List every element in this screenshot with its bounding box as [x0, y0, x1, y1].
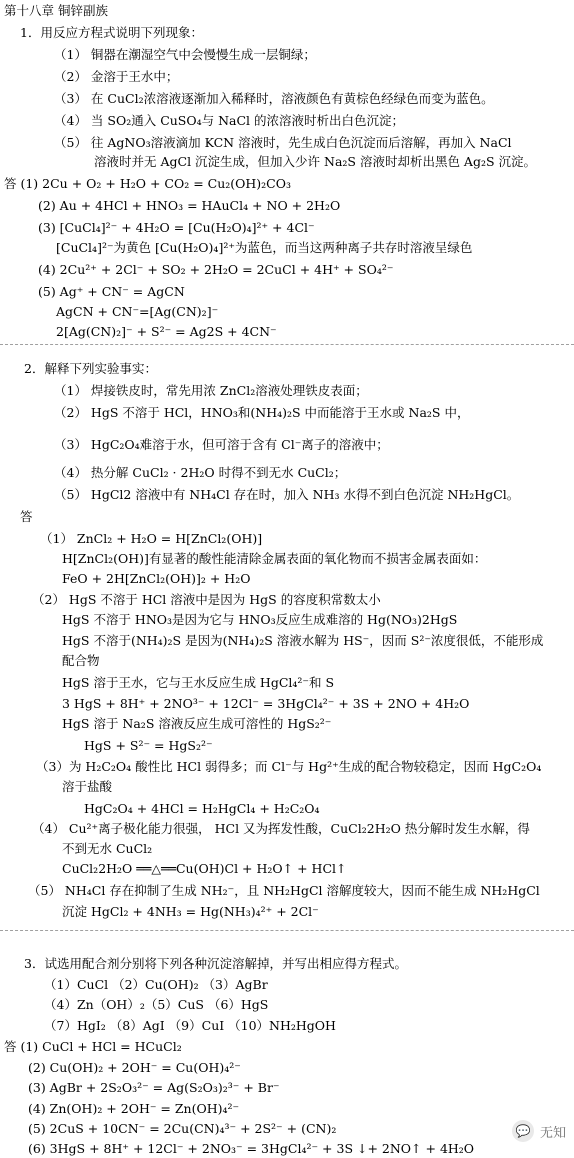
- q2-item-1: （1） 焊接铁皮时，常先用浓 ZnCl₂溶液处理铁皮表面；: [54, 383, 368, 398]
- q3-row-1: （1）CuCl （2）Cu(OH)₂ （3）AgBr: [44, 977, 268, 992]
- q2-answer-5-b: 沉淀 HgCl₂ + 4NH₃ = Hg(NH₃)₄²⁺ + 2Cl⁻: [62, 904, 319, 919]
- chapter-title: 第十八章 铜锌副族: [4, 3, 108, 18]
- q3-answer-2: (2) Cu(OH)₂ + 2OH⁻ = Cu(OH)₄²⁻: [28, 1060, 241, 1075]
- q2-item-3: （3） HgC₂O₄难溶于水，但可溶于含有 Cl⁻离子的溶液中；: [54, 437, 389, 452]
- watermark-text: 无知: [539, 1125, 566, 1141]
- q2-answer-2-f: 3 HgS + 8H⁺ + 2NO³⁻ + 12Cl⁻ = 3HgCl₄²⁻ + 3S + 2NO + 4H₂O: [62, 696, 470, 711]
- q2-answer-5: （5） NH₄Cl 存在抑制了生成 NH₂⁻，且 NH₂HgCl 溶解度较大，因而不能生成 NH₂HgCl: [28, 883, 540, 898]
- q1-answer-5-b: AgCN + CN⁻=[Ag(CN)₂]⁻: [56, 304, 219, 319]
- q1-answer-1: 答 (1) 2Cu + O₂ + H₂O + CO₂ = Cu₂(OH)₂CO₃: [4, 176, 292, 191]
- q3-row-2: （4）Zn（OH）₂（5）CuS （6）HgS: [44, 997, 269, 1012]
- q2-answer-1-c: FeO + 2H[ZnCl₂(OH)]₂ + H₂O: [62, 571, 251, 586]
- question-3: 3．试选用配合剂分别将下列各种沉淀溶解掉，并写出相应得方程式。: [24, 956, 407, 971]
- q2-answer-2-c: HgS 不溶于(NH₄)₂S 是因为(NH₄)₂S 溶液水解为 HS⁻，因而 S²⁻浓度很低，不能形成: [62, 633, 544, 648]
- q1-answer-5: (5) Ag⁺ + CN⁻ = AgCN: [38, 284, 185, 299]
- question-2: 2．解释下列实验事实：: [24, 361, 157, 376]
- q1-item-5: （5） 往 AgNO₃溶液滴加 KCN 溶液时，先生成白色沉淀而后溶解，再加入 NaCl: [54, 135, 512, 150]
- q1-answer-4: (4) 2Cu²⁺ + 2Cl⁻ + SO₂ + 2H₂O = 2CuCl + 4H⁺ + SO₄²⁻: [38, 262, 394, 277]
- section-divider-2: [0, 930, 574, 931]
- q1-item-5-cont: 溶液时并无 AgCl 沉淀生成，但加入少许 Na₂S 溶液时却析出黑色 Ag₂S 沉淀。: [94, 154, 536, 169]
- q3-answer-1: 答 (1) CuCl + HCl = HCuCl₂: [4, 1039, 182, 1054]
- watermark: [512, 1120, 566, 1142]
- q1-item-4: （4） 当 SO₂通入 CuSO₄与 NaCl 的浓溶液时析出白色沉淀；: [54, 113, 405, 128]
- q3-row-3: （7）HgI₂ （8）AgI （9）CuI （10）NH₂HgOH: [44, 1018, 336, 1033]
- q2-item-4: （4） 热分解 CuCl₂ · 2H₂O 时得不到无水 CuCl₂；: [54, 465, 347, 480]
- q2-answer-3-b: 溶于盐酸: [62, 779, 113, 794]
- q2-answer-4: （4） Cu²⁺离子极化能力很强， HCl 又为挥发性酸，CuCl₂2H₂O 热分解时发生水解，得: [32, 821, 530, 836]
- q1-answer-2: (2) Au + 4HCl + HNO₃ = HAuCl₄ + NO + 2H₂O: [38, 198, 341, 213]
- q2-answer-4-b: 不到无水 CuCl₂: [62, 841, 153, 856]
- q2-answer-2-g: HgS 溶于 Na₂S 溶液反应生成可溶性的 HgS₂²⁻: [62, 716, 332, 731]
- q1-answer-5-c: 2[Ag(CN)₂]⁻ + S²⁻ = Ag2S + 4CN⁻: [56, 324, 277, 339]
- q2-answer-2: （2） HgS 不溶于 HCl 溶液中是因为 HgS 的容度积常数太小: [32, 592, 381, 607]
- chat-bubble-icon: 💬: [512, 1120, 534, 1142]
- q3-answer-6: (6) 3HgS + 8H⁺ + 12Cl⁻ + 2NO₃⁻ = 3HgCl₄²⁻ + 3S ↓+ 2NO↑ + 4H₂O: [28, 1141, 475, 1156]
- q2-answer-1: （1） ZnCl₂ + H₂O = H[ZnCl₂(OH)]: [40, 531, 263, 546]
- q1-answer-3: (3) [CuCl₄]²⁻ + 4H₂O = [Cu(H₂O)₄]²⁺ + 4Cl⁻: [38, 220, 315, 235]
- q2-answer-2-e: HgS 溶于王水，它与王水反应生成 HgCl₄²⁻和 S: [62, 675, 335, 690]
- q2-item-2: （2） HgS 不溶于 HCl，HNO₃和(NH₄)₂S 中而能溶于王水或 Na₂S 中，: [54, 405, 470, 420]
- q2-answer-2-b: HgS 不溶于 HNO₃是因为它与 HNO₃反应生成难溶的 Hg(NO₃)2HgS: [62, 612, 458, 627]
- q3-answer-4: (4) Zn(OH)₂ + 2OH⁻ = Zn(OH)₄²⁻: [28, 1101, 240, 1116]
- q2-answer-1-b: H[ZnCl₂(OH)]有显著的酸性能清除金属表面的氧化物而不损害金属表面如：: [62, 551, 487, 566]
- q2-answer-4-c: CuCl₂2H₂O ══△══Cu(OH)Cl + H₂O↑ + HCl↑: [62, 861, 347, 876]
- section-divider: [0, 344, 574, 345]
- q3-answer-5: (5) 2CuS + 10CN⁻ = 2Cu(CN)₄³⁻ + 2S²⁻ + (CN)₂: [28, 1121, 337, 1136]
- q2-answer-label: 答: [20, 509, 33, 524]
- q1-item-1: （1） 铜器在潮湿空气中会慢慢生成一层铜绿；: [54, 47, 316, 62]
- q1-answer-3-note: [CuCl₄]²⁻为黄色 [Cu(H₂O)₄]²⁺为蓝色，而当这两种离子共存时溶液呈绿色: [56, 240, 473, 255]
- q1-item-3: （3） 在 CuCl₂浓溶液逐渐加入稀释时，溶液颜色有黄棕色经绿色而变为蓝色。: [54, 91, 494, 106]
- q2-answer-2-h: HgS + S²⁻ = HgS₂²⁻: [84, 738, 213, 753]
- question-1: 1．用反应方程式说明下列现象：: [20, 25, 203, 40]
- q2-answer-3-c: HgC₂O₄ + 4HCl = H₂HgCl₄ + H₂C₂O₄: [84, 801, 320, 816]
- q1-item-2: （2） 金溶于王水中；: [54, 69, 179, 84]
- q2-item-5: （5） HgCl2 溶液中有 NH₄Cl 存在时，加入 NH₃ 水得不到白色沉淀 NH₂HgCl。: [54, 487, 520, 502]
- q2-answer-3: （3）为 H₂C₂O₄ 酸性比 HCl 弱得多；而 Cl⁻与 Hg²⁺生成的配合物较稳定，因而 HgC₂O₄: [36, 759, 542, 774]
- q2-answer-2-d: 配合物: [62, 653, 100, 668]
- q3-answer-3: (3) AgBr + 2S₂O₃²⁻ = Ag(S₂O₃)₂³⁻ + Br⁻: [28, 1080, 280, 1095]
